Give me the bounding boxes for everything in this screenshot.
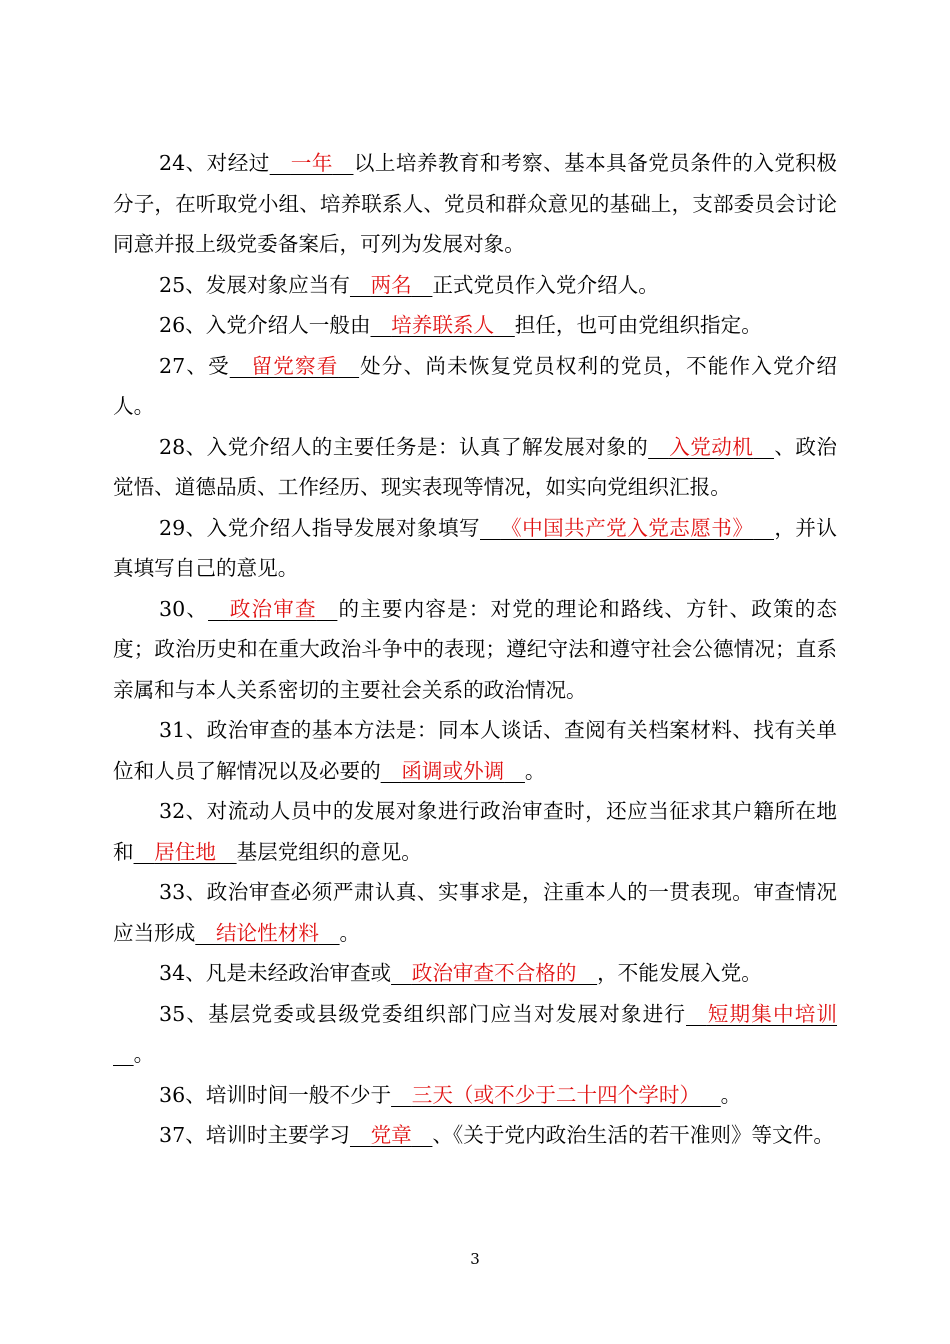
question-text-after: 。 [133, 1042, 155, 1066]
question-text-before: 、受 [185, 353, 230, 378]
answer-text: 留党察看 [250, 353, 339, 378]
answer-text: 政治审查 [228, 596, 317, 621]
blank-underline: __ [753, 434, 774, 459]
blank-underline: __ [349, 1123, 371, 1147]
blank-underline: __ [753, 515, 774, 540]
question-text-before: 、入党介绍人一般由 [185, 313, 371, 337]
question-item [113, 265, 837, 306]
blank-underline: __ [316, 596, 338, 621]
answer-text: 政治审查不合格的 [411, 961, 577, 985]
question-number: 32 [159, 799, 186, 823]
question-text-before: 、政治审查的基本方法是：同本人谈话、查阅有关档案材料、找有关单位和人员了解情况以及必要的 [113, 718, 837, 783]
blank-underline: __ [380, 758, 402, 783]
question-text-after: 以上培养教育和考察、基本具备党员条件的入党积极分子，在听取党小组、培养联系人、党员和群众意见的基础上，支部委员会讨论同意并报上级党委备案后，可列为发展对象。 [113, 151, 838, 256]
blank-underline: __ [700, 1082, 721, 1107]
blank-underline: __ [648, 434, 669, 459]
question-text-before: 、发展对象应当有 [185, 272, 350, 297]
blank-underline: __ [208, 596, 229, 621]
answer-text: 居住地 [154, 839, 216, 864]
blank-underline: __ [318, 920, 340, 945]
blank-underline: __ [576, 961, 598, 985]
question-text-after: ，不能发展入党。 [597, 961, 762, 985]
answer-text: 三天（或不少于二十四个学时） [411, 1082, 701, 1107]
question-text-before: 、入党介绍人的主要任务是：认真了解发展对象的 [185, 434, 649, 459]
question-text-after: 处分、尚未恢复党员权利的党员，不能作入党介绍人。 [113, 353, 838, 418]
answer-text: 一年 [290, 151, 333, 175]
blank-underline: __ [391, 1082, 412, 1107]
question-item [113, 791, 837, 872]
question-item [113, 508, 837, 589]
blank-underline: __ [480, 515, 501, 540]
question-number: 27 [159, 353, 186, 378]
blank-underline: __ [133, 839, 155, 864]
question-number: 26 [159, 313, 186, 337]
question-item [113, 589, 837, 711]
question-list [113, 143, 837, 1156]
question-number: 31 [159, 718, 186, 742]
answer-text: 结论性材料 [215, 920, 319, 945]
blank-underline: __ [215, 839, 237, 864]
blank-underline: __ [195, 920, 216, 945]
question-text-after: ，并认真填写自己的意见。 [113, 515, 838, 580]
answer-text: 培养联系人 [391, 313, 495, 337]
blank-underline: __ [504, 758, 525, 783]
question-item [113, 1075, 837, 1116]
question-text-before: 、政治审查必须严肃认真、实事求是，注重本人的一贯表现。审查情况应当形成 [113, 880, 837, 945]
blank-underline: __ [411, 272, 433, 297]
question-text-after: 。 [524, 758, 546, 783]
question-item [113, 872, 837, 953]
answer-text: 两名 [370, 272, 412, 297]
answer-text: 《中国共产党入党志愿书》 [500, 515, 754, 540]
question-text-before: 、对流动人员中的发展对象进行政治审查时，还应当征求其户籍所在地和 [113, 799, 837, 864]
question-text-after: 。 [339, 920, 361, 945]
question-item [113, 305, 837, 346]
question-item [113, 1115, 837, 1156]
blank-underline: __ [686, 1001, 707, 1026]
question-text-before: 、 [185, 596, 209, 621]
answer-text: 党章 [370, 1123, 412, 1147]
question-text-before: 、培训时间一般不少于 [185, 1082, 392, 1107]
question-text-after: 担任，也可由党组织指定。 [514, 313, 762, 337]
question-number: 33 [159, 880, 186, 904]
question-item [113, 427, 837, 508]
answer-text: 短期集中培训 [706, 1001, 838, 1026]
question-number: 36 [159, 1082, 186, 1107]
blank-underline: __ [338, 353, 360, 378]
question-text-after: 、《关于党内政治生活的若干准则》等文件。 [432, 1123, 834, 1147]
question-text-after: 、政治觉悟、道德品质、工作经历、现实表现等情况，如实向党组织汇报。 [113, 434, 838, 499]
question-text-before: 、凡是未经政治审查或 [185, 961, 392, 985]
question-item [113, 710, 837, 791]
answer-text: 函调或外调 [401, 758, 505, 783]
blank-underline: __ [349, 272, 371, 297]
question-number: 35 [159, 1001, 186, 1026]
blank-underline: __ [411, 1123, 433, 1147]
blank-underline: __ [332, 151, 354, 175]
question-item [113, 994, 837, 1075]
question-item [113, 346, 837, 427]
question-text-before: 、对经过 [185, 151, 270, 175]
blank-underline: __ [229, 353, 251, 378]
question-number: 28 [159, 434, 186, 459]
blank-underline: __ [391, 961, 412, 985]
question-number: 29 [159, 515, 186, 540]
question-text-after: 正式党员作入党介绍人。 [432, 272, 659, 297]
question-text-after: 基层党组织的意见。 [236, 839, 422, 864]
page-number: 3 [470, 1250, 480, 1268]
question-number: 30 [159, 596, 186, 621]
question-text-after: 的主要内容是：对党的理论和路线、方针、政策的态度；政治历史和在重大政治斗争中的表现；遵纪守法和遵守社会公德情况；直系亲属和与本人关系密切的主要社会关系的政治情况。 [113, 596, 838, 702]
question-text-before: 、基层党委或县级党委组织部门应当对发展对象进行 [185, 1001, 687, 1026]
question-text-before: 、培训时主要学习 [185, 1123, 350, 1147]
blank-underline: __ [494, 313, 515, 337]
question-number: 34 [159, 961, 186, 985]
answer-text: 入党动机 [668, 434, 754, 459]
blank-underline: __ [370, 313, 392, 337]
question-item [113, 143, 837, 265]
question-number: 25 [159, 272, 186, 297]
question-text-after: 。 [720, 1082, 742, 1107]
question-number: 24 [159, 151, 186, 175]
question-text-before: 、入党介绍人指导发展对象填写 [185, 515, 481, 540]
question-number: 37 [159, 1123, 186, 1147]
blank-underline: __ [269, 151, 291, 175]
question-item [113, 953, 837, 994]
blank-underline: __ [113, 1042, 134, 1066]
